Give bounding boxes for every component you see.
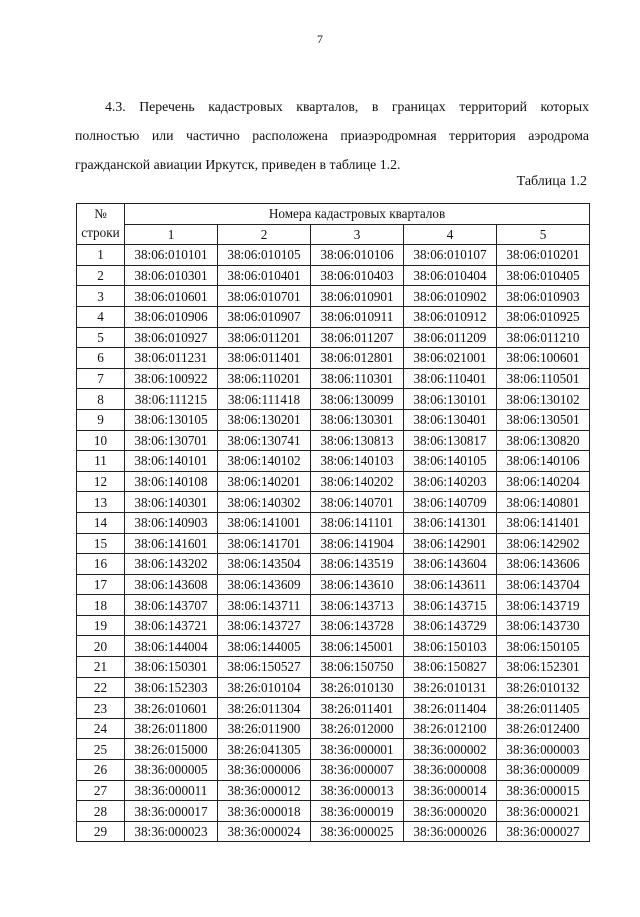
cadastral-number-cell: 38:06:140204	[497, 471, 590, 492]
cadastral-number-cell: 38:06:010927	[125, 327, 218, 348]
header-no-sign: №	[94, 206, 107, 221]
row-number-cell: 7	[77, 368, 125, 389]
cadastral-number-cell: 38:06:140202	[311, 471, 404, 492]
cadastral-number-cell: 38:26:010104	[218, 677, 311, 698]
table-row	[77, 327, 590, 348]
cadastral-number-cell: 38:06:130099	[311, 389, 404, 410]
cadastral-number-cell: 38:06:010201	[497, 245, 590, 266]
row-number-cell: 9	[77, 409, 125, 430]
row-number-cell: 3	[77, 286, 125, 307]
cadastral-number-cell: 38:36:000007	[311, 760, 404, 781]
cadastral-number-cell: 38:06:150105	[497, 636, 590, 657]
cadastral-number-cell: 38:06:143727	[218, 615, 311, 636]
cadastral-number-cell: 38:06:143611	[404, 574, 497, 595]
row-number-cell: 10	[77, 430, 125, 451]
table-row	[77, 245, 590, 266]
cadastral-number-cell: 38:26:010131	[404, 677, 497, 698]
table-row	[77, 451, 590, 472]
cadastral-number-cell: 38:36:000009	[497, 760, 590, 781]
cadastral-number-cell: 38:26:011405	[497, 698, 590, 719]
cadastral-number-cell: 38:06:130401	[404, 409, 497, 430]
cadastral-number-cell: 38:06:110301	[311, 368, 404, 389]
cadastral-number-cell: 38:06:140101	[125, 451, 218, 472]
row-number-cell: 11	[77, 451, 125, 472]
cadastral-number-cell: 38:06:140301	[125, 492, 218, 513]
table-row	[77, 368, 590, 389]
cadastral-number-cell: 38:36:000001	[311, 739, 404, 760]
cadastral-number-cell: 38:06:143707	[125, 595, 218, 616]
cadastral-number-cell: 38:06:140106	[497, 451, 590, 472]
cadastral-number-cell: 38:06:130201	[218, 409, 311, 430]
cadastral-number-cell: 38:06:143604	[404, 554, 497, 575]
cadastral-number-cell: 38:06:010401	[218, 265, 311, 286]
cadastral-number-cell: 38:36:000013	[311, 780, 404, 801]
cadastral-number-cell: 38:06:010902	[404, 286, 497, 307]
cadastral-number-cell: 38:26:011900	[218, 718, 311, 739]
cadastral-number-cell: 38:06:011207	[311, 327, 404, 348]
cadastral-number-cell: 38:06:130741	[218, 430, 311, 451]
cadastral-number-cell: 38:26:041305	[218, 739, 311, 760]
cadastral-number-cell: 38:06:010912	[404, 306, 497, 327]
row-number-cell: 25	[77, 739, 125, 760]
cadastral-number-cell: 38:36:000018	[218, 801, 311, 822]
table-row	[77, 409, 590, 430]
cadastral-number-cell: 38:36:000020	[404, 801, 497, 822]
table-row	[77, 286, 590, 307]
cadastral-number-cell: 38:06:140701	[311, 492, 404, 513]
table-row	[77, 760, 590, 781]
cadastral-number-cell: 38:26:010601	[125, 698, 218, 719]
cadastral-number-cell: 38:06:011210	[497, 327, 590, 348]
cadastral-number-cell: 38:26:012400	[497, 718, 590, 739]
cadastral-number-cell: 38:06:143608	[125, 574, 218, 595]
row-number-cell: 12	[77, 471, 125, 492]
cadastral-number-cell: 38:06:143610	[311, 574, 404, 595]
cadastral-number-cell: 38:36:000012	[218, 780, 311, 801]
cadastral-number-cell: 38:26:010130	[311, 677, 404, 698]
row-number-cell: 22	[77, 677, 125, 698]
cadastral-number-cell: 38:06:010106	[311, 245, 404, 266]
cadastral-number-cell: 38:06:143728	[311, 615, 404, 636]
table-row	[77, 801, 590, 822]
cadastral-number-cell: 38:06:150301	[125, 657, 218, 678]
cadastral-number-cell: 38:06:141301	[404, 512, 497, 533]
cadastral-number-cell: 38:06:010906	[125, 306, 218, 327]
table-header-row	[77, 204, 590, 225]
cadastral-number-cell: 38:06:143504	[218, 554, 311, 575]
cadastral-number-cell: 38:06:143721	[125, 615, 218, 636]
table-row	[77, 265, 590, 286]
cadastral-number-cell: 38:06:130817	[404, 430, 497, 451]
table-row	[77, 821, 590, 842]
table-row	[77, 595, 590, 616]
row-number-cell: 26	[77, 760, 125, 781]
cadastral-number-cell: 38:06:130301	[311, 409, 404, 430]
row-number-cell: 15	[77, 533, 125, 554]
cadastral-number-cell: 38:06:143711	[218, 595, 311, 616]
row-number-cell: 4	[77, 306, 125, 327]
row-number-cell: 29	[77, 821, 125, 842]
cadastral-number-cell: 38:06:143609	[218, 574, 311, 595]
paragraph-line: гражданской авиации Иркутск, приведен в таблице 1.2.	[75, 157, 401, 172]
cadastral-number-cell: 38:06:143202	[125, 554, 218, 575]
header-row-number	[77, 204, 125, 245]
table-row	[77, 533, 590, 554]
column-number: 5	[497, 224, 590, 245]
cadastral-number-cell: 38:06:141904	[311, 533, 404, 554]
cadastral-number-cell: 38:06:141101	[311, 512, 404, 533]
cadastral-number-cell: 38:06:141601	[125, 533, 218, 554]
cadastral-number-cell: 38:06:143719	[497, 595, 590, 616]
table-row	[77, 554, 590, 575]
cadastral-number-cell: 38:36:000024	[218, 821, 311, 842]
cadastral-number-cell: 38:06:130501	[497, 409, 590, 430]
cadastral-number-cell: 38:06:010101	[125, 245, 218, 266]
cadastral-number-cell: 38:06:130813	[311, 430, 404, 451]
cadastral-number-cell: 38:36:000017	[125, 801, 218, 822]
column-number: 1	[125, 224, 218, 245]
row-number-cell: 28	[77, 801, 125, 822]
header-cadastral-numbers: Номера кадастровых кварталов	[125, 204, 590, 225]
cadastral-number-cell: 38:06:010911	[311, 306, 404, 327]
cadastral-number-cell: 38:06:140203	[404, 471, 497, 492]
cadastral-number-cell: 38:06:021001	[404, 348, 497, 369]
cadastral-number-cell: 38:06:111418	[218, 389, 311, 410]
row-number-cell: 6	[77, 348, 125, 369]
row-number-cell: 16	[77, 554, 125, 575]
cadastral-number-cell: 38:06:100601	[497, 348, 590, 369]
row-number-cell: 19	[77, 615, 125, 636]
cadastral-number-cell: 38:06:150750	[311, 657, 404, 678]
cadastral-number-cell: 38:06:010105	[218, 245, 311, 266]
column-number: 2	[218, 224, 311, 245]
cadastral-number-cell: 38:26:012000	[311, 718, 404, 739]
cadastral-number-cell: 38:06:142901	[404, 533, 497, 554]
table-body	[77, 245, 590, 842]
table-row	[77, 698, 590, 719]
cadastral-number-cell: 38:06:130105	[125, 409, 218, 430]
cadastral-number-cell: 38:06:130701	[125, 430, 218, 451]
cadastral-number-cell: 38:06:010403	[311, 265, 404, 286]
cadastral-number-cell: 38:06:143729	[404, 615, 497, 636]
table-row	[77, 306, 590, 327]
cadastral-number-cell: 38:06:143519	[311, 554, 404, 575]
table-row	[77, 348, 590, 369]
cadastral-number-cell: 38:36:000019	[311, 801, 404, 822]
table-row	[77, 389, 590, 410]
cadastral-number-cell: 38:06:110401	[404, 368, 497, 389]
table-row	[77, 492, 590, 513]
cadastral-number-cell: 38:36:000003	[497, 739, 590, 760]
cadastral-number-cell: 38:06:143704	[497, 574, 590, 595]
table-row	[77, 512, 590, 533]
cadastral-number-cell: 38:06:141001	[218, 512, 311, 533]
cadastral-number-cell: 38:06:144005	[218, 636, 311, 657]
row-number-cell: 5	[77, 327, 125, 348]
cadastral-number-cell: 38:06:011209	[404, 327, 497, 348]
cadastral-number-cell: 38:06:010405	[497, 265, 590, 286]
cadastral-number-cell: 38:06:140108	[125, 471, 218, 492]
table-row	[77, 657, 590, 678]
cadastral-number-cell: 38:06:140302	[218, 492, 311, 513]
cadastral-number-cell: 38:06:140903	[125, 512, 218, 533]
table-row	[77, 718, 590, 739]
table-row	[77, 471, 590, 492]
table-row	[77, 430, 590, 451]
cadastral-number-cell: 38:06:012801	[311, 348, 404, 369]
row-number-cell: 8	[77, 389, 125, 410]
cadastral-number-cell: 38:06:110201	[218, 368, 311, 389]
table-row	[77, 574, 590, 595]
cadastral-number-cell: 38:36:000015	[497, 780, 590, 801]
cadastral-number-cell: 38:06:010701	[218, 286, 311, 307]
cadastral-number-cell: 38:06:011201	[218, 327, 311, 348]
row-number-cell: 2	[77, 265, 125, 286]
cadastral-number-cell: 38:06:140201	[218, 471, 311, 492]
cadastral-number-cell: 38:06:111215	[125, 389, 218, 410]
cadastral-number-cell: 38:26:011404	[404, 698, 497, 719]
cadastral-number-cell: 38:06:010901	[311, 286, 404, 307]
row-number-cell: 17	[77, 574, 125, 595]
cadastral-number-cell: 38:36:000002	[404, 739, 497, 760]
cadastral-number-cell: 38:36:000014	[404, 780, 497, 801]
cadastral-number-cell: 38:06:152301	[497, 657, 590, 678]
cadastral-number-cell: 38:06:010107	[404, 245, 497, 266]
cadastral-number-cell: 38:06:010601	[125, 286, 218, 307]
table-row	[77, 677, 590, 698]
table-row	[77, 739, 590, 760]
cadastral-number-cell: 38:06:011231	[125, 348, 218, 369]
cadastral-number-cell: 38:36:000006	[218, 760, 311, 781]
cadastral-number-cell: 38:36:000025	[311, 821, 404, 842]
row-number-cell: 21	[77, 657, 125, 678]
cadastral-quarters-table	[76, 203, 590, 842]
cadastral-number-cell: 38:26:015000	[125, 739, 218, 760]
cadastral-number-cell: 38:06:143715	[404, 595, 497, 616]
row-number-cell: 23	[77, 698, 125, 719]
cadastral-number-cell: 38:36:000008	[404, 760, 497, 781]
intro-paragraph	[75, 92, 589, 179]
row-number-cell: 20	[77, 636, 125, 657]
cadastral-number-cell: 38:06:130102	[497, 389, 590, 410]
cadastral-number-cell: 38:06:140709	[404, 492, 497, 513]
cadastral-number-cell: 38:06:010925	[497, 306, 590, 327]
cadastral-number-cell: 38:36:000027	[497, 821, 590, 842]
cadastral-number-cell: 38:06:011401	[218, 348, 311, 369]
page-number: 7	[317, 32, 323, 46]
cadastral-number-cell: 38:26:012100	[404, 718, 497, 739]
table-row	[77, 780, 590, 801]
cadastral-number-cell: 38:06:110501	[497, 368, 590, 389]
cadastral-number-cell: 38:26:011800	[125, 718, 218, 739]
row-number-cell: 24	[77, 718, 125, 739]
cadastral-number-cell: 38:36:000021	[497, 801, 590, 822]
cadastral-number-cell: 38:06:143713	[311, 595, 404, 616]
paragraph-line: 4.3. Перечень кадастровых кварталов, в границах территорий которых	[105, 99, 589, 114]
row-number-cell: 14	[77, 512, 125, 533]
cadastral-number-cell: 38:06:010301	[125, 265, 218, 286]
paragraph-line: полностью или частично расположена приаэродромная территория аэродрома	[75, 128, 589, 143]
cadastral-number-cell: 38:06:100922	[125, 368, 218, 389]
cadastral-number-cell: 38:36:000026	[404, 821, 497, 842]
cadastral-number-cell: 38:06:130820	[497, 430, 590, 451]
cadastral-number-cell: 38:06:141701	[218, 533, 311, 554]
cadastral-number-cell: 38:06:142902	[497, 533, 590, 554]
column-number: 4	[404, 224, 497, 245]
cadastral-number-cell: 38:06:010907	[218, 306, 311, 327]
table-row	[77, 615, 590, 636]
cadastral-number-cell: 38:06:145001	[311, 636, 404, 657]
cadastral-number-cell: 38:06:140103	[311, 451, 404, 472]
table-caption: Таблица 1.2	[516, 174, 587, 189]
row-number-cell: 18	[77, 595, 125, 616]
cadastral-number-cell: 38:36:000005	[125, 760, 218, 781]
cadastral-number-cell: 38:36:000011	[125, 780, 218, 801]
column-number: 3	[311, 224, 404, 245]
cadastral-number-cell: 38:06:140105	[404, 451, 497, 472]
row-number-cell: 13	[77, 492, 125, 513]
cadastral-number-cell: 38:06:140102	[218, 451, 311, 472]
cadastral-number-cell: 38:06:130101	[404, 389, 497, 410]
cadastral-number-cell: 38:06:143730	[497, 615, 590, 636]
cadastral-number-cell: 38:06:144004	[125, 636, 218, 657]
cadastral-number-cell: 38:06:150827	[404, 657, 497, 678]
cadastral-number-cell: 38:06:143606	[497, 554, 590, 575]
cadastral-number-cell: 38:06:140801	[497, 492, 590, 513]
cadastral-number-cell: 38:06:152303	[125, 677, 218, 698]
cadastral-number-cell: 38:06:150103	[404, 636, 497, 657]
cadastral-number-cell: 38:26:011304	[218, 698, 311, 719]
cadastral-number-cell: 38:06:141401	[497, 512, 590, 533]
cadastral-number-cell: 38:06:010903	[497, 286, 590, 307]
cadastral-number-cell: 38:06:150527	[218, 657, 311, 678]
row-number-cell: 27	[77, 780, 125, 801]
table-column-numbers-row	[77, 224, 590, 245]
row-number-cell: 1	[77, 245, 125, 266]
table-row	[77, 636, 590, 657]
cadastral-number-cell: 38:26:010132	[497, 677, 590, 698]
cadastral-number-cell: 38:06:010404	[404, 265, 497, 286]
header-no-word: строки	[81, 225, 120, 240]
cadastral-number-cell: 38:36:000023	[125, 821, 218, 842]
cadastral-number-cell: 38:26:011401	[311, 698, 404, 719]
